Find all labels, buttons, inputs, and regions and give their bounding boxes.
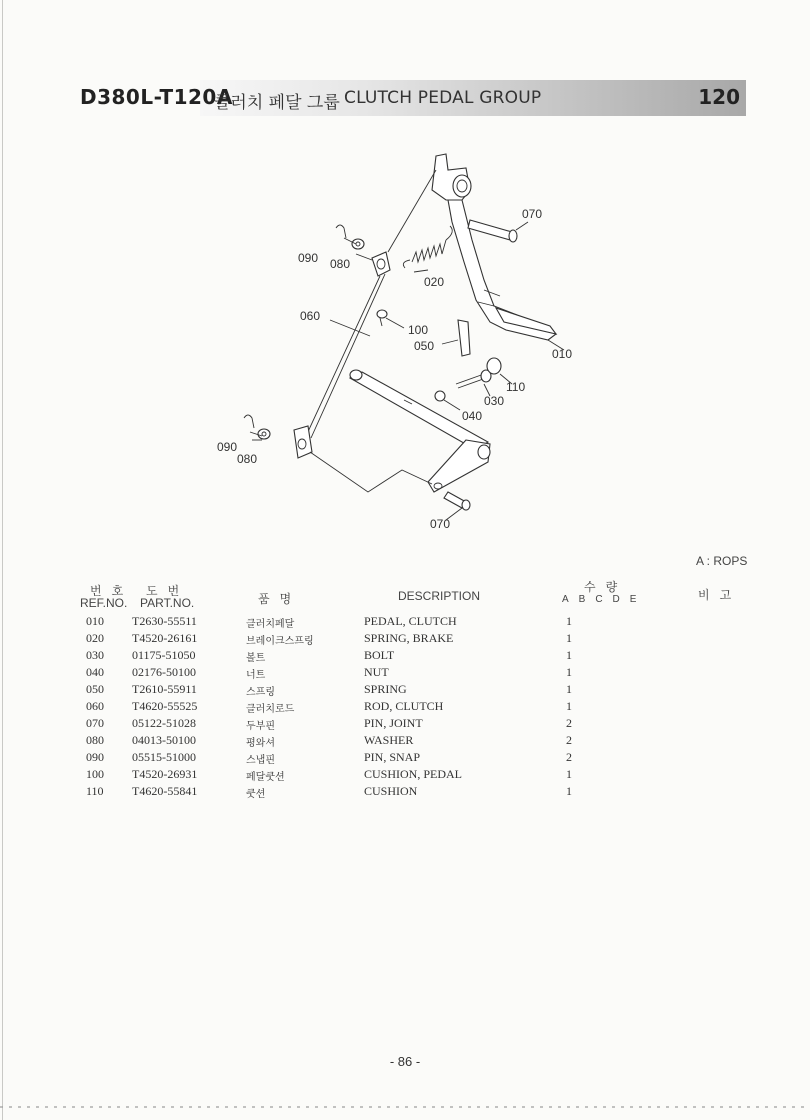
label-090-bottom: 090 <box>217 440 238 454</box>
part-name-ko: 클러치로드 <box>246 704 295 715</box>
header-ref-ko: 번호 <box>90 584 134 598</box>
table-row <box>0 733 810 750</box>
quantity: 1 <box>566 767 572 781</box>
label-050: 050 <box>414 339 435 353</box>
scan-edge <box>0 1106 810 1108</box>
label-070-top: 070 <box>522 207 543 221</box>
label-070-bottom: 070 <box>430 517 451 531</box>
clutch-rod-part <box>294 252 390 458</box>
quantity: 1 <box>566 648 572 662</box>
header-part-ko: 도번 <box>146 584 190 598</box>
part-no: 02176-50100 <box>132 665 196 679</box>
label-080-top: 080 <box>330 257 351 271</box>
description: SPRING, BRAKE <box>364 631 454 645</box>
ref-no: 050 <box>86 682 104 696</box>
quantity: 2 <box>566 733 572 747</box>
ref-no: 100 <box>86 767 104 781</box>
part-name-ko: 클러치페달 <box>246 619 295 630</box>
header-qty-ko: 수량 <box>584 580 628 594</box>
table-row <box>0 767 810 784</box>
ref-no: 020 <box>86 631 104 645</box>
description: WASHER <box>364 733 414 747</box>
label-060: 060 <box>300 309 321 323</box>
description: SPRING <box>364 682 407 696</box>
ref-no: 030 <box>86 648 104 662</box>
header-description: DESCRIPTION <box>398 589 481 603</box>
label-080-bottom: 080 <box>237 452 258 466</box>
page-code: 120 <box>698 85 740 109</box>
quantity: 2 <box>566 716 572 730</box>
quantity: 1 <box>566 614 572 628</box>
table-row <box>0 699 810 716</box>
pin-joint-bottom <box>444 492 470 510</box>
ref-no: 110 <box>86 784 104 798</box>
part-no: T2610-55911 <box>132 682 197 696</box>
quantity: 1 <box>566 631 572 645</box>
label-110: 110 <box>506 380 526 394</box>
table-row <box>0 614 810 631</box>
table-row <box>0 631 810 648</box>
description: ROD, CLUTCH <box>364 699 444 713</box>
ref-no: 070 <box>86 716 104 730</box>
part-no: T4620-55841 <box>132 784 198 798</box>
part-no: T4520-26161 <box>132 631 198 645</box>
spring-plate-part <box>458 320 470 356</box>
description: PIN, JOINT <box>364 716 423 730</box>
part-name-ko: 쿳션 <box>246 789 266 800</box>
page-number: - 86 - <box>389 1054 421 1069</box>
part-name-ko: 스냅핀 <box>246 755 275 766</box>
title-english: CLUTCH PEDAL GROUP <box>344 88 542 108</box>
rops-legend: A : ROPS <box>696 554 748 568</box>
quantity: 2 <box>566 750 572 764</box>
ref-no: 040 <box>86 665 104 679</box>
part-no: 01175-51050 <box>132 648 196 662</box>
table-row <box>0 716 810 733</box>
part-name-ko: 평와셔 <box>246 738 275 749</box>
ref-no: 080 <box>86 733 104 747</box>
part-no: 05122-51028 <box>132 716 196 730</box>
quantity: 1 <box>566 699 572 713</box>
model-code: D380L-T120A <box>80 85 233 109</box>
pin-joint-top <box>468 220 517 242</box>
description: NUT <box>364 665 389 679</box>
part-name-ko: 페달쿳션 <box>246 772 285 783</box>
title-korean: 클러치 페달 그룹 <box>214 93 340 113</box>
part-no: 05515-51000 <box>132 750 196 764</box>
label-100: 100 <box>408 323 429 337</box>
part-name-ko: 브레이크스프링 <box>246 636 314 647</box>
part-no: T2630-55511 <box>132 614 197 628</box>
part-no: T4620-55525 <box>132 699 198 713</box>
part-name-ko: 볼트 <box>246 653 266 664</box>
ref-no: 010 <box>86 614 104 628</box>
leader-lines <box>250 170 564 520</box>
quantity: 1 <box>566 784 572 798</box>
table-row <box>0 682 810 699</box>
label-010: 010 <box>552 347 573 361</box>
pedal-cushion-part <box>377 310 387 326</box>
header-ref-en: REF.NO. <box>80 596 128 610</box>
description: CUSHION <box>364 784 418 798</box>
part-no: 04013-50100 <box>132 733 196 747</box>
table-row <box>0 648 810 665</box>
label-020: 020 <box>424 275 445 289</box>
header-qty-letters: ABCDE <box>562 594 647 605</box>
clutch-pedal-part <box>432 154 556 340</box>
label-030: 030 <box>484 394 505 408</box>
table-row <box>0 750 810 767</box>
description: BOLT <box>364 648 395 662</box>
part-name-ko: 스프링 <box>246 687 275 698</box>
washer-snap-bottom <box>244 415 270 439</box>
description: PEDAL, CLUTCH <box>364 614 457 628</box>
description: CUSHION, PEDAL <box>364 767 463 781</box>
label-090-top: 090 <box>298 251 319 265</box>
table-row <box>0 784 810 801</box>
quantity: 1 <box>566 682 572 696</box>
part-no: T4520-26931 <box>132 767 198 781</box>
header-remarks-ko: 비고 <box>698 588 742 602</box>
part-name-ko: 너트 <box>246 670 266 681</box>
ref-no: 090 <box>86 750 104 764</box>
brake-spring-part <box>403 226 452 268</box>
cross-shaft-part <box>350 370 490 492</box>
washer-snap-top <box>336 225 364 249</box>
table-row <box>0 665 810 682</box>
description: PIN, SNAP <box>364 750 421 764</box>
quantity: 1 <box>566 665 572 679</box>
header-part-en: PART.NO. <box>140 596 195 610</box>
label-040: 040 <box>462 409 483 423</box>
header-name-ko: 품명 <box>258 592 302 606</box>
ref-no: 060 <box>86 699 104 713</box>
part-name-ko: 두부핀 <box>246 721 275 732</box>
